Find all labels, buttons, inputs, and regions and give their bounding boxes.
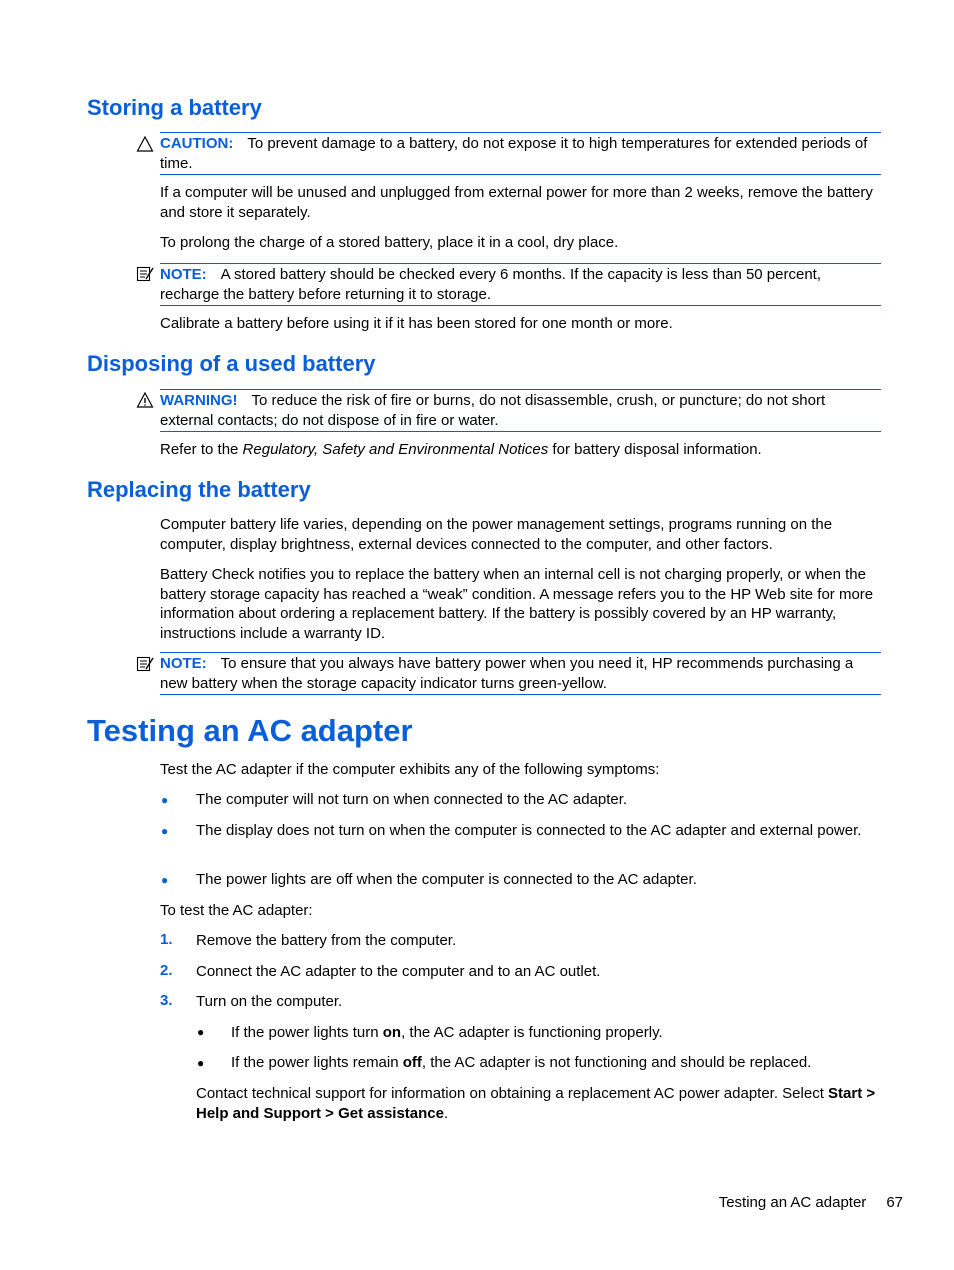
to-test-label: To test the AC adapter: — [160, 902, 313, 919]
caution-text: To prevent damage to a battery, do not expose it to high temperatures for extended periods of time. — [160, 135, 868, 172]
replacing-paragraph-2: Battery Check notifies you to replace the battery when an internal cell is not charging properly, or when the battery storage capacity has reached a “weak” condition. A message refers you to the HP Web site for more information about ordering a replacement battery. If the battery is possibly covered by an HP warranty, instructions include a warranty ID. — [160, 566, 874, 642]
symptom-item-2: The display does not turn on when the computer is connected to the AC adapter and external power. — [196, 822, 862, 839]
bullet-icon: ● — [161, 873, 169, 887]
contact-post: . — [443, 1104, 449, 1122]
page-footer — [719, 1193, 903, 1212]
note-label: NOTE: — [160, 655, 207, 672]
testing-intro: Test the AC adapter if the computer exhibits any of the following symptoms: — [160, 761, 660, 778]
step-text-2: Connect the AC adapter to the computer and to an AC outlet. — [196, 963, 601, 980]
step-number-2: 2. — [160, 962, 173, 979]
warning-box — [160, 389, 881, 432]
bullet-icon: ● — [161, 824, 169, 838]
note-icon — [136, 655, 154, 673]
caution-icon — [136, 135, 154, 153]
sub-bullet-icon: ● — [197, 1025, 205, 1039]
step-number-1: 1. — [160, 931, 173, 948]
warning-text: To reduce the risk of fire or burns, do not disassemble, crush, or puncture; do not short external contacts; do not dispose of in fire or water. — [160, 392, 826, 429]
sub2-post: , the AC adapter is not functioning and should be replaced. — [421, 1054, 812, 1071]
step-text-3: Turn on the computer. — [196, 993, 343, 1010]
note-box-replacing — [160, 652, 881, 695]
storing-paragraph-3: Calibrate a battery before using it if it has been stored for one month or more. — [160, 315, 673, 332]
sub-item-lights-off — [231, 1053, 882, 1073]
symptom-item-3: The power lights are off when the computer is connected to the AC adapter. — [196, 871, 697, 888]
sub-bullet-icon: ● — [197, 1056, 205, 1070]
warning-label: WARNING! — [160, 392, 238, 409]
contact-support-paragraph — [196, 1084, 882, 1123]
heading-disposing-battery: Disposing of a used battery — [87, 351, 376, 376]
sub1-pre: If the power lights turn — [231, 1024, 383, 1041]
note-box-storage — [160, 263, 881, 306]
heading-storing-battery: Storing a battery — [87, 95, 262, 120]
sub1-bold: on — [382, 1024, 402, 1041]
note-label: NOTE: — [160, 266, 207, 283]
disposing-text-post: for battery disposal information. — [548, 441, 762, 458]
bullet-icon: ● — [161, 793, 169, 807]
disposing-text-pre: Refer to the — [160, 441, 243, 458]
sub1-post: , the AC adapter is functioning properly. — [401, 1024, 663, 1041]
step-text-1: Remove the battery from the computer. — [196, 932, 457, 949]
note-icon — [136, 265, 154, 283]
heading-replacing-battery: Replacing the battery — [87, 477, 311, 502]
page-number: 67 — [886, 1194, 903, 1211]
menu-path: Start > Help and Support > Get assistance — [196, 1085, 876, 1122]
heading-testing-ac-adapter: Testing an AC adapter — [87, 713, 413, 748]
step-number-3: 3. — [160, 992, 173, 1009]
caution-box — [160, 132, 881, 175]
sub2-pre: If the power lights remain — [231, 1054, 403, 1071]
note-text: A stored battery should be checked every 6 months. If the capacity is less than 50 percent, recharge the battery before returning it to storage. — [160, 266, 822, 303]
disposing-paragraph — [160, 440, 882, 460]
replacing-paragraph-1: Computer battery life varies, depending on the power management settings, programs running on the computer, display brightness, external devices connected to the computer, and other factors. — [160, 516, 833, 553]
note-text: To ensure that you always have battery power when you need it, HP recommends purchasing a new battery when the storage capacity indicator turns green-yellow. — [160, 655, 854, 692]
storing-paragraph-2: To prolong the charge of a stored battery, place it in a cool, dry place. — [160, 234, 619, 251]
caution-label: CAUTION: — [160, 135, 234, 152]
regulatory-notices-title: Regulatory, Safety and Environmental Notices — [242, 441, 549, 458]
symptom-item-1: The computer will not turn on when connected to the AC adapter. — [196, 791, 628, 808]
storing-paragraph-1: If a computer will be unused and unplugged from external power for more than 2 weeks, remove the battery and store it separately. — [160, 184, 873, 221]
sub2-bold: off — [402, 1054, 422, 1071]
sub-item-lights-on — [231, 1023, 882, 1043]
contact-pre: Contact technical support for information on obtaining a replacement AC power adapter. Select — [196, 1085, 829, 1102]
footer-title: Testing an AC adapter — [718, 1194, 867, 1211]
warning-icon — [136, 391, 154, 409]
